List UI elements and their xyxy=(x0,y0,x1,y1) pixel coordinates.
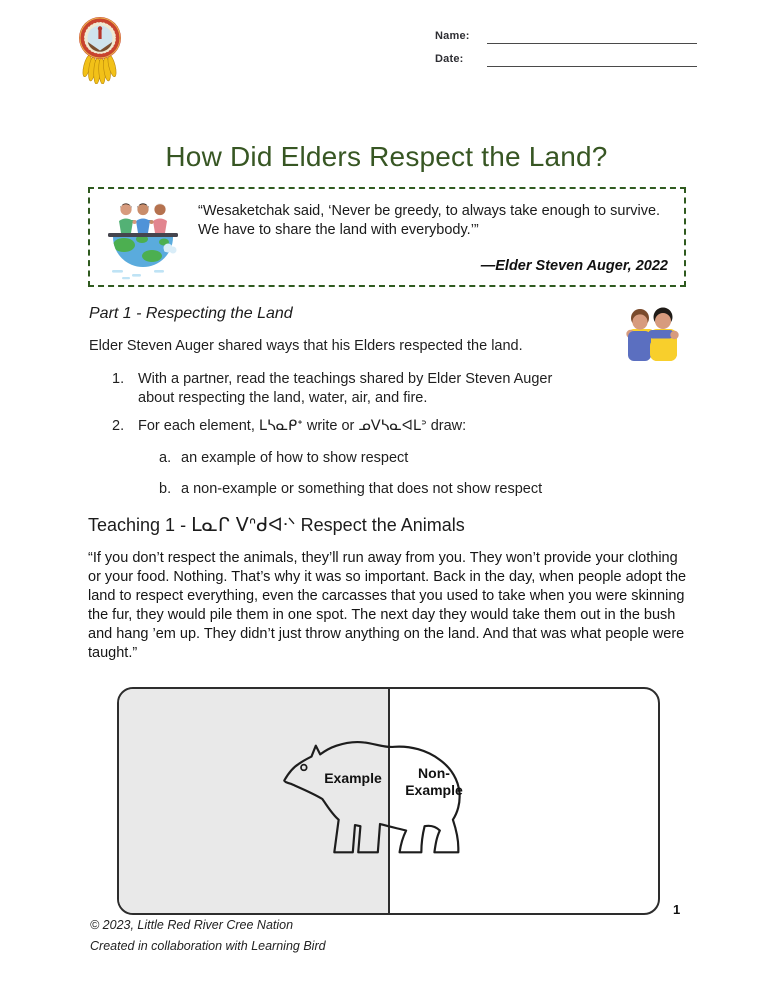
nation-seal-logo-icon xyxy=(73,14,129,89)
list-number: 2. xyxy=(112,418,125,434)
sub-item-a xyxy=(159,450,408,466)
teaching1-heading-prefix: Teaching 1 - xyxy=(88,515,192,535)
teaching1-quote-paragraph: “If you don’t respect the animals, they’ll run away from you. They won’t provide your clothing or your food. Nothing. That’s why it was so important. Back in the day, when people adopt the land to respect everything, even the carcasses that you used to take when you were skinning the fur, they would pile them in one spot. The next day they would take them out in the bush and hang ’em up. They didn’t just throw anything on the land. And that was what people were taught.” xyxy=(88,550,687,661)
name-label: Name: xyxy=(435,30,470,42)
list-item-2 xyxy=(112,417,590,436)
page-title: How Did Elders Respect the Land? xyxy=(165,141,608,172)
example-nonexample-box xyxy=(117,687,660,915)
teaching1-heading-suffix: Respect the Animals xyxy=(295,515,465,535)
quote-attribution: —Elder Steven Auger, 2022 xyxy=(480,258,668,274)
part1-intro: Elder Steven Auger shared ways that his Elders respected the land. xyxy=(89,338,523,354)
people-on-globe-icon xyxy=(102,196,186,287)
name-date-block xyxy=(435,29,697,75)
two-friends-icon xyxy=(621,305,683,368)
sub-item-letter: b. xyxy=(159,481,172,497)
list-item-1 xyxy=(112,370,590,407)
sub-item-text: an example of how to show respect xyxy=(181,450,409,466)
footer-copyright: © 2023, Little Red River Cree Nation xyxy=(90,918,294,932)
part1-heading: Part 1 - Respecting the Land xyxy=(89,305,293,322)
name-input-line[interactable] xyxy=(487,29,697,44)
teaching1-heading xyxy=(88,514,465,536)
non-example-label: Non-Example xyxy=(405,765,463,798)
footer-collaboration: Created in collaboration with Learning Bird xyxy=(90,939,326,953)
list-number: 1. xyxy=(112,371,125,387)
example-label: Example xyxy=(324,770,382,786)
elder-quote-text: “Wesaketchak said, ‘Never be greedy, to always take enough to survive. We have to share the land with everybody.’” xyxy=(198,203,661,238)
elder-quote-box xyxy=(88,187,686,287)
sub-item-b xyxy=(159,481,542,497)
teaching1-heading-syllabics: ᒪᓇᒋ ᐯᐢᑯᐊᐧᐠ xyxy=(191,514,296,536)
date-label: Date: xyxy=(435,53,464,65)
footer xyxy=(90,915,326,957)
sub-item-text: a non-example or something that does not show respect xyxy=(181,481,543,497)
non-example-area[interactable] xyxy=(389,689,659,913)
page-number: 1 xyxy=(673,902,681,917)
list-text: With a partner, read the teachings shared by Elder Steven Auger about respecting the land, water, air, and fire. xyxy=(138,371,553,406)
list-text-with-syllabics: For each element, ᒪᓴᓇᑭᐩ write or ᓄᐯᓴᓇᐊᒪᐣ draw: xyxy=(138,418,467,434)
sub-item-letter: a. xyxy=(159,450,172,466)
date-input-line[interactable] xyxy=(487,52,697,67)
